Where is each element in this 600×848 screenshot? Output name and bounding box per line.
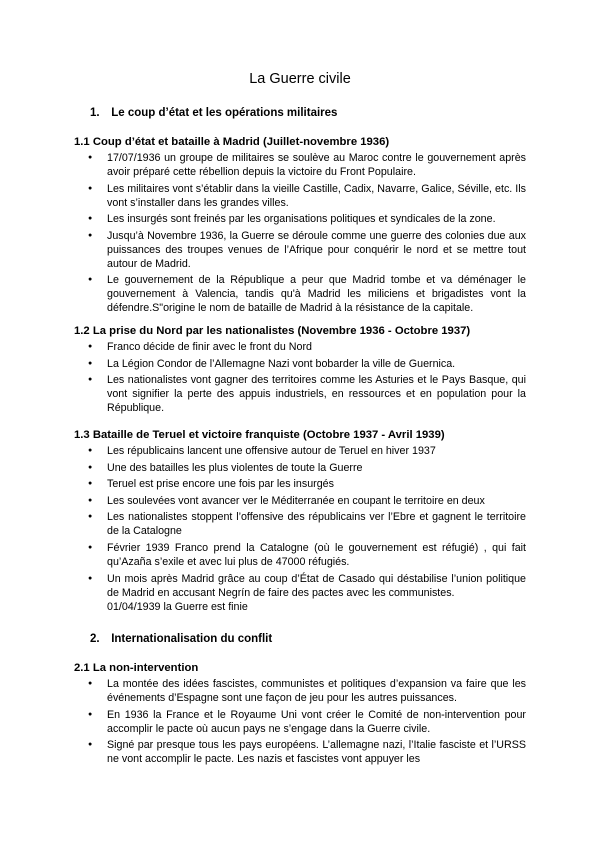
section-2-heading: [90, 632, 272, 647]
subsection-1-2-list: [88, 340, 526, 418]
list-item: ● La montée des idées fascistes, communistes et politiques d’expansion va faire que les événements d’Espagne sont une façon de jeu pour les autres puissances.: [88, 677, 526, 705]
list-item: ● Les nationalistes stoppent l’offensive des républicains ver l’Ebre et gagnent le territoire de la Catalogne: [88, 510, 526, 538]
subsection-2-1-heading: 2.1 La non-intervention: [74, 662, 199, 674]
subsection-1-3-heading: 1.3 Bataille de Teruel et victoire franquiste (Octobre 1937 - Avril 1939): [74, 429, 445, 441]
list-item: [88, 572, 526, 614]
list-item: ● Les insurgés sont freinés par les organisations politiques et syndicales de la zone.: [88, 212, 526, 226]
list-item: ● En 1936 la France et le Royaume Uni vont créer le Comité de non-intervention pour accomplir le pacte où aucun pays ne s’engage dans la Guerre civile.: [88, 708, 526, 736]
list-item: ● Teruel est prise encore une fois par les insurgés: [88, 477, 526, 491]
list-item: ● La Légion Condor de l’Allemagne Nazi vont bobarder la ville de Guernica.: [88, 357, 526, 371]
page-title: La Guerre civile: [249, 71, 351, 87]
subsection-1-2-heading: 1.2 La prise du Nord par les nationalistes (Novembre 1936 - Octobre 1937): [74, 325, 471, 337]
section-2-title: Internationalisation du conflit: [111, 633, 273, 645]
list-item: ● Franco décide de finir avec le front du Nord: [88, 340, 526, 354]
list-item: ● Signé par presque tous les pays européens. L’allemagne nazi, l’Italie fasciste et l’URSS ne vont accomplir le pacte. Les nazis et fascistes vont appuyer les: [88, 738, 526, 766]
list-item: ● Les militaires vont s’établir dans la vieille Castille, Cadix, Navarre, Galice, Séville, etc. Ils vont s’installer dans les grandes villes.: [88, 182, 526, 210]
list-item: ● Les nationalistes vont gagner des territoires comme les Asturies et le Pays Basque, qui vont signifier la perte des appuis industriels, en ressources et en population pour la République.: [88, 373, 526, 415]
section-1-heading: [90, 106, 337, 121]
section-1-number: 1.: [90, 107, 100, 119]
list-item: ● 17/07/1936 un groupe de militaires se soulève au Maroc contre le gouvernement après avoir préparé cette rébellion depuis la victoire du Front Populaire.: [88, 151, 526, 179]
list-item: ● Jusqu’à Novembre 1936, la Guerre se déroule comme une guerre des colonies due aux puissances des troupes venues de l’Afrique pour conquérir le nord et se mettre tout autour de Madrid.: [88, 229, 526, 271]
section-1-title: Le coup d’état et les opérations militaires: [111, 107, 338, 119]
list-item: ● Les républicains lancent une offensive autour de Teruel en hiver 1937: [88, 444, 526, 458]
list-item-tail: 01/04/1939 la Guerre est finie: [107, 600, 248, 613]
subsection-2-1-list: [88, 677, 526, 769]
list-item: ● Une des batailles les plus violentes de toute la Guerre: [88, 461, 526, 475]
list-item: ● Février 1939 Franco prend la Catalogne (où le gouvernement est réfugié) , qui fait qu’Azaña s’exile et avec lui plus de 47000 réfugiés.: [88, 541, 526, 569]
list-item-text: Un mois après Madrid grâce au coup d’État de Casado qui déstabilise l’union politique de Madrid en accusant Negrín de faire des pactes avec les communistes.: [107, 572, 526, 599]
list-item: ● Le gouvernement de la République a peur que Madrid tombe et va déménager le gouvernement à Valencia, tandis qu'à Madrid les miliciens et brigadistes vont la défendre.S"origine le nom de bataille de Madrid à la résistance de la capitale.: [88, 273, 526, 315]
list-item: ● Les soulevées vont avancer ver le Méditerranée en coupant le territoire en deux: [88, 494, 526, 508]
section-2-number: 2.: [90, 633, 100, 645]
subsection-1-3-list: [88, 444, 526, 616]
subsection-1-1-heading: 1.1 Coup d’état et bataille à Madrid (Juillet-novembre 1936): [74, 136, 390, 148]
subsection-1-1-list: [88, 151, 526, 318]
